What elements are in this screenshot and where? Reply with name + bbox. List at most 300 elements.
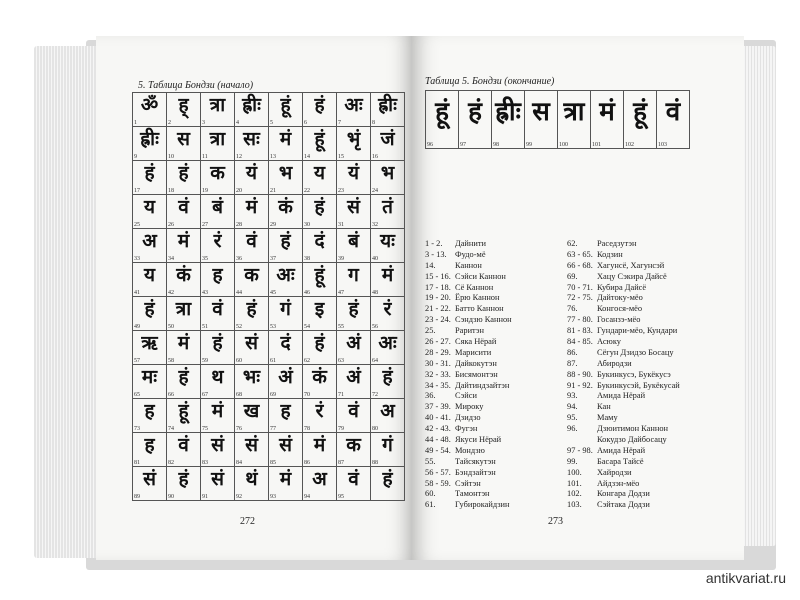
bonji-cell — [201, 433, 235, 467]
legend-row — [425, 250, 725, 261]
bonji-glyph: भ — [380, 162, 395, 184]
legend-entry — [567, 293, 717, 304]
bonji-glyph: सं — [211, 434, 224, 456]
legend-number: 84 - 85. — [567, 337, 593, 347]
bonji-cell — [201, 161, 235, 195]
legend-deity-name: Сэйси — [455, 391, 477, 401]
cell-number: 12 — [236, 154, 242, 160]
cell-number: 61 — [270, 358, 276, 364]
legend-deity-name: Сё Каннон — [455, 282, 494, 292]
legend-number: 44 - 48. — [425, 435, 451, 445]
bonji-cell — [269, 229, 303, 263]
legend-row — [425, 479, 725, 490]
bonji-cell — [133, 467, 167, 501]
cell-number: 60 — [236, 358, 242, 364]
bonji-glyph: ह्रीः — [495, 97, 521, 127]
cell-number: 40 — [372, 256, 378, 262]
bonji-glyph: हं — [144, 298, 155, 320]
legend-deity-name: Фудо-мё — [455, 249, 486, 259]
legend-entry — [567, 435, 717, 446]
legend-row — [425, 293, 725, 304]
bonji-table-end — [425, 90, 690, 149]
bonji-cell — [133, 93, 167, 127]
legend-entry — [567, 315, 717, 326]
cell-number: 5 — [270, 120, 273, 126]
legend-entry — [425, 435, 567, 446]
legend-number: 34 - 35. — [425, 380, 451, 390]
cell-number: 16 — [372, 154, 378, 160]
legend-deity-name: Губирокайдзин — [455, 500, 510, 510]
bonji-glyph: स — [177, 128, 190, 150]
legend-deity-name: Маму — [597, 413, 618, 423]
cell-number: 55 — [338, 324, 344, 330]
legend-entry — [425, 283, 567, 294]
bonji-glyph: हूं — [633, 97, 647, 127]
bonji-glyph: हं — [178, 468, 189, 490]
bonji-cell — [337, 161, 371, 195]
legend-deity-name: Амида Нёрай — [597, 445, 646, 455]
page-edges-left — [34, 46, 104, 558]
legend-row — [425, 326, 725, 337]
bonji-cell — [235, 399, 269, 433]
bonji-cell — [201, 127, 235, 161]
bonji-glyph: हूं — [314, 264, 325, 286]
legend-number: 99. — [567, 456, 578, 466]
cell-number: 51 — [202, 324, 208, 330]
legend-row — [425, 435, 725, 446]
legend-number: 72 - 75. — [567, 293, 593, 303]
legend-row — [425, 391, 725, 402]
bonji-cell — [303, 161, 337, 195]
bonji-glyph: जं — [380, 128, 395, 150]
legend-deity-name: Раритэн — [455, 326, 484, 336]
bonji-cell — [167, 467, 201, 501]
bonji-glyph: वं — [178, 196, 189, 218]
bonji-glyph: दं — [280, 332, 291, 354]
bonji-cell — [337, 93, 371, 127]
bonji-cell — [167, 195, 201, 229]
bonji-glyph: दं — [314, 230, 325, 252]
cell-number: 10 — [168, 154, 174, 160]
bonji-cell — [235, 229, 269, 263]
bonji-cell — [337, 399, 371, 433]
cell-number: 86 — [304, 460, 310, 466]
legend-number: 66 - 68. — [567, 260, 593, 270]
cell-number: 78 — [304, 426, 310, 432]
cell-number: 75 — [202, 426, 208, 432]
bonji-cell — [235, 365, 269, 399]
bonji-glyph: हं — [178, 162, 189, 184]
legend-row — [425, 489, 725, 500]
bonji-cell — [201, 365, 235, 399]
bonji-glyph: हूं — [178, 400, 189, 422]
bonji-glyph: वं — [348, 468, 359, 490]
legend-deity-name: Абиродзи — [597, 358, 632, 368]
legend-number: 101. — [567, 478, 582, 488]
legend-row — [425, 381, 725, 392]
bonji-cell — [269, 161, 303, 195]
bonji-cell — [303, 195, 337, 229]
bonji-glyph: मं — [177, 230, 190, 252]
legend-entry — [567, 326, 717, 337]
bonji-cell — [133, 195, 167, 229]
legend-number: 81 - 83. — [567, 326, 593, 336]
cell-number: 21 — [270, 188, 276, 194]
legend-deity-name: Конгося-мёо — [597, 304, 643, 314]
bonji-glyph: भ — [278, 162, 293, 184]
legend-row — [425, 468, 725, 479]
bonji-glyph: मं — [313, 434, 326, 456]
cell-number: 34 — [168, 256, 174, 262]
legend-number: 88 - 90. — [567, 369, 593, 379]
cell-number: 98 — [493, 142, 499, 148]
cell-number: 7 — [338, 120, 341, 126]
bonji-glyph: सं — [279, 434, 292, 456]
cell-number: 103 — [658, 142, 667, 148]
bonji-cell — [167, 229, 201, 263]
bonji-glyph: सं — [347, 196, 360, 218]
legend-entry — [567, 479, 717, 490]
legend-deity-name: Кан — [597, 402, 611, 412]
bonji-cell — [235, 331, 269, 365]
legend-deity-name: Хагунсё, Хагунсэй — [597, 260, 665, 270]
cell-number: 41 — [134, 290, 140, 296]
legend-entry — [567, 348, 717, 359]
cell-number: 88 — [372, 460, 378, 466]
cell-number: 91 — [202, 494, 208, 500]
legend-number: 3 - 13. — [425, 249, 447, 259]
legend-entry — [567, 239, 717, 250]
bonji-cell — [269, 467, 303, 501]
legend-row — [425, 446, 725, 457]
cell-number: 13 — [270, 154, 276, 160]
bonji-glyph: य — [143, 264, 156, 286]
right-page-number: 273 — [548, 516, 563, 527]
legend-entry — [425, 315, 567, 326]
cell-number: 3 — [202, 120, 205, 126]
legend-number: 93. — [567, 391, 578, 401]
legend-deity-name: Сэндзю Каннон — [455, 315, 512, 325]
legend-deity-name: Мондзю — [455, 445, 485, 455]
legend-row — [425, 283, 725, 294]
bonji-glyph: हं — [468, 97, 482, 127]
bonji-cell — [201, 229, 235, 263]
legend-number: 1 - 2. — [425, 239, 443, 248]
bonji-cell — [371, 93, 405, 127]
bonji-glyph: हूं — [435, 97, 449, 127]
bonji-cell — [371, 331, 405, 365]
bonji-cell — [303, 365, 337, 399]
cell-number: 4 — [236, 120, 239, 126]
cell-number: 67 — [202, 392, 208, 398]
legend-entry — [567, 370, 717, 381]
legend-deity-name: Фугэн — [455, 424, 478, 434]
cell-number: 48 — [372, 290, 378, 296]
cell-number: 95 — [338, 494, 344, 500]
cell-number: 72 — [372, 392, 378, 398]
cell-number: 45 — [270, 290, 276, 296]
bonji-cell — [167, 331, 201, 365]
cell-number: 26 — [168, 222, 174, 228]
cell-number: 1 — [134, 120, 137, 126]
cell-number: 50 — [168, 324, 174, 330]
bonji-cell — [167, 365, 201, 399]
bonji-cell — [167, 433, 201, 467]
cell-number: 96 — [427, 142, 433, 148]
legend-row — [425, 359, 725, 370]
bonji-cell — [201, 195, 235, 229]
cell-number: 30 — [304, 222, 310, 228]
legend-entry — [425, 250, 567, 261]
bonji-glyph: ह्रीः — [242, 94, 261, 116]
legend-number: 21 - 22. — [425, 304, 451, 314]
cell-number: 81 — [134, 460, 140, 466]
legend-number: 86. — [567, 347, 578, 357]
legend-deity-name: Ёрю Каннон — [455, 293, 500, 303]
bonji-cell — [303, 297, 337, 331]
bonji-glyph: ऋ — [141, 332, 158, 354]
legend-entry — [567, 304, 717, 315]
cell-number: 70 — [304, 392, 310, 398]
legend-number: 70 - 71. — [567, 282, 593, 292]
bonji-glyph: हं — [348, 298, 359, 320]
bonji-glyph: बं — [348, 230, 359, 252]
legend-deity-name: Бисямонтэн — [455, 369, 498, 379]
legend-entry — [425, 402, 567, 413]
bonji-glyph: अं — [346, 366, 361, 388]
bonji-cell — [201, 399, 235, 433]
bonji-cell — [133, 297, 167, 331]
cell-number: 32 — [372, 222, 378, 228]
legend-entry — [425, 489, 567, 500]
bonji-glyph: गं — [382, 434, 393, 456]
cell-number: 85 — [270, 460, 276, 466]
legend-deity-name: Госанзэ-мёо — [597, 315, 641, 325]
bonji-glyph: ह — [280, 400, 291, 422]
bonji-cell — [337, 229, 371, 263]
cell-number: 83 — [202, 460, 208, 466]
legend-number: 63 - 65. — [567, 249, 593, 259]
legend-number: 103. — [567, 500, 582, 510]
legend-number: 42 - 43. — [425, 424, 451, 434]
cell-number: 9 — [134, 154, 137, 160]
bonji-cell — [133, 127, 167, 161]
bonji-cell — [459, 91, 492, 149]
bonji-glyph: हूं — [280, 94, 291, 116]
legend-number: 87. — [567, 358, 578, 368]
legend-number: 56 - 57. — [425, 467, 451, 477]
cell-number: 69 — [270, 392, 276, 398]
legend-entry — [567, 283, 717, 294]
bonji-glyph: अ — [312, 468, 327, 490]
legend-row — [425, 272, 725, 283]
bonji-glyph: कं — [176, 264, 191, 286]
legend-entry — [567, 457, 717, 468]
bonji-glyph: सं — [245, 332, 258, 354]
legend-entry — [425, 239, 567, 250]
legend-entry — [567, 272, 717, 283]
legend-number — [567, 435, 597, 446]
bonji-glyph: रं — [213, 230, 222, 252]
cell-number: 20 — [236, 188, 242, 194]
bonji-cell — [269, 331, 303, 365]
legend-entry — [567, 391, 717, 402]
legend-entry — [425, 337, 567, 348]
bonji-glyph: त्रा — [563, 97, 585, 127]
bonji-glyph: कं — [278, 196, 293, 218]
right-page-caption: Таблица 5. Бондзи (окончание) — [425, 76, 555, 87]
cell-number: 25 — [134, 222, 140, 228]
legend-row — [425, 370, 725, 381]
bonji-glyph: ग — [348, 264, 359, 286]
bonji-cell — [235, 433, 269, 467]
bonji-cell — [269, 93, 303, 127]
bonji-glyph: रं — [315, 400, 324, 422]
legend-deity-name: Сяка Нёрай — [455, 337, 497, 347]
bonji-glyph: अ — [380, 400, 395, 422]
cell-number: 23 — [338, 188, 344, 194]
bonji-glyph: ह्रीः — [378, 94, 397, 116]
bonji-cell — [337, 127, 371, 161]
cell-number: 28 — [236, 222, 242, 228]
bonji-cell — [337, 365, 371, 399]
bonji-cell — [235, 263, 269, 297]
bonji-cell — [235, 161, 269, 195]
bonji-cell — [133, 229, 167, 263]
bonji-cell — [371, 161, 405, 195]
legend-entry — [567, 359, 717, 370]
bonji-cell — [591, 91, 624, 149]
cell-number: 6 — [304, 120, 307, 126]
legend-row — [425, 348, 725, 359]
cell-number: 43 — [202, 290, 208, 296]
bonji-cell — [426, 91, 459, 149]
legend-entry — [567, 500, 717, 511]
legend-row — [425, 239, 725, 250]
legend-deity-name: Дайтиндзайтэн — [455, 380, 510, 390]
bonji-glyph: अः — [378, 332, 397, 354]
bonji-cell — [269, 433, 303, 467]
cell-number: 59 — [202, 358, 208, 364]
bonji-glyph: बं — [212, 196, 223, 218]
cell-number: 64 — [372, 358, 378, 364]
cell-number: 2 — [168, 120, 171, 126]
bonji-cell — [167, 297, 201, 331]
legend-deity-name: Сэйтака Додзи — [597, 500, 650, 510]
legend-entry — [425, 479, 567, 490]
legend-deity-name: Кодзин — [597, 249, 623, 259]
legend-deity-name: Тамонтэн — [455, 489, 490, 499]
bonji-glyph: हं — [314, 332, 325, 354]
bonji-glyph: तं — [382, 196, 393, 218]
cell-number: 65 — [134, 392, 140, 398]
bonji-cell — [201, 263, 235, 297]
bonji-cell — [201, 93, 235, 127]
cell-number: 42 — [168, 290, 174, 296]
bonji-cell — [371, 297, 405, 331]
bonji-cell — [269, 263, 303, 297]
bonji-cell — [269, 297, 303, 331]
bonji-glyph: स — [532, 97, 550, 127]
bonji-cell — [303, 229, 337, 263]
bonji-glyph: हं — [280, 230, 291, 252]
cell-number: 49 — [134, 324, 140, 330]
cell-number: 19 — [202, 188, 208, 194]
bonji-cell — [492, 91, 525, 149]
cell-number: 56 — [372, 324, 378, 330]
cell-number: 90 — [168, 494, 174, 500]
legend-number: 19 - 20. — [425, 293, 451, 303]
cell-number: 8 — [372, 120, 375, 126]
legend-deity-name: Конгара Додзи — [597, 489, 650, 499]
bonji-cell — [133, 399, 167, 433]
legend-number: 26 - 27. — [425, 337, 451, 347]
cell-number: 99 — [526, 142, 532, 148]
bonji-cell — [371, 467, 405, 501]
legend-entry — [567, 424, 717, 435]
legend-number: 55. — [425, 456, 436, 466]
cell-number: 79 — [338, 426, 344, 432]
legend-number: 62. — [567, 239, 578, 248]
legend-row — [425, 413, 725, 424]
bonji-cell — [235, 93, 269, 127]
bonji-glyph: मं — [279, 128, 292, 150]
bonji-glyph: अं — [278, 366, 293, 388]
bonji-glyph: ख — [243, 400, 260, 422]
legend-row — [425, 457, 725, 468]
legend-deity-name: Батто Каннон — [455, 304, 504, 314]
bonji-cell — [167, 399, 201, 433]
bonji-cell — [201, 467, 235, 501]
bonji-cell — [303, 331, 337, 365]
bonji-glyph: य — [313, 162, 326, 184]
bonji-glyph: वं — [212, 298, 223, 320]
legend-deity-name: Дзидзо — [455, 413, 481, 423]
bonji-cell — [133, 365, 167, 399]
bonji-glyph: क — [346, 434, 361, 456]
bonji-cell — [337, 263, 371, 297]
bonji-glyph: कं — [312, 366, 327, 388]
legend-row — [425, 315, 725, 326]
bonji-glyph: ॐ — [140, 94, 159, 116]
cell-number: 76 — [236, 426, 242, 432]
legend-number: 60. — [425, 489, 436, 499]
cell-number: 58 — [168, 358, 174, 364]
legend-row — [425, 402, 725, 413]
bonji-glyph: अ — [142, 230, 157, 252]
legend-number: 40 - 41. — [425, 413, 451, 423]
bonji-glyph: ह — [144, 434, 155, 456]
page-edges-right — [740, 46, 776, 546]
bonji-cell — [133, 433, 167, 467]
legend-number: 96. — [567, 424, 578, 434]
legend-number: 25. — [425, 326, 436, 336]
bonji-cell — [657, 91, 690, 149]
legend-deity-name: Букинкусэ, Букёкусэ — [597, 369, 671, 379]
legend-entry — [425, 468, 567, 479]
bonji-glyph: क — [210, 162, 225, 184]
legend-entry — [425, 348, 567, 359]
cell-number: 53 — [270, 324, 276, 330]
bonji-glyph: मं — [245, 196, 258, 218]
left-page-number: 272 — [240, 516, 255, 527]
bonji-glyph: भृं — [346, 128, 361, 150]
bonji-legend — [425, 239, 725, 511]
legend-entry — [567, 381, 717, 392]
bonji-glyph: हं — [144, 162, 155, 184]
legend-entry — [567, 337, 717, 348]
bonji-glyph: हं — [212, 332, 223, 354]
